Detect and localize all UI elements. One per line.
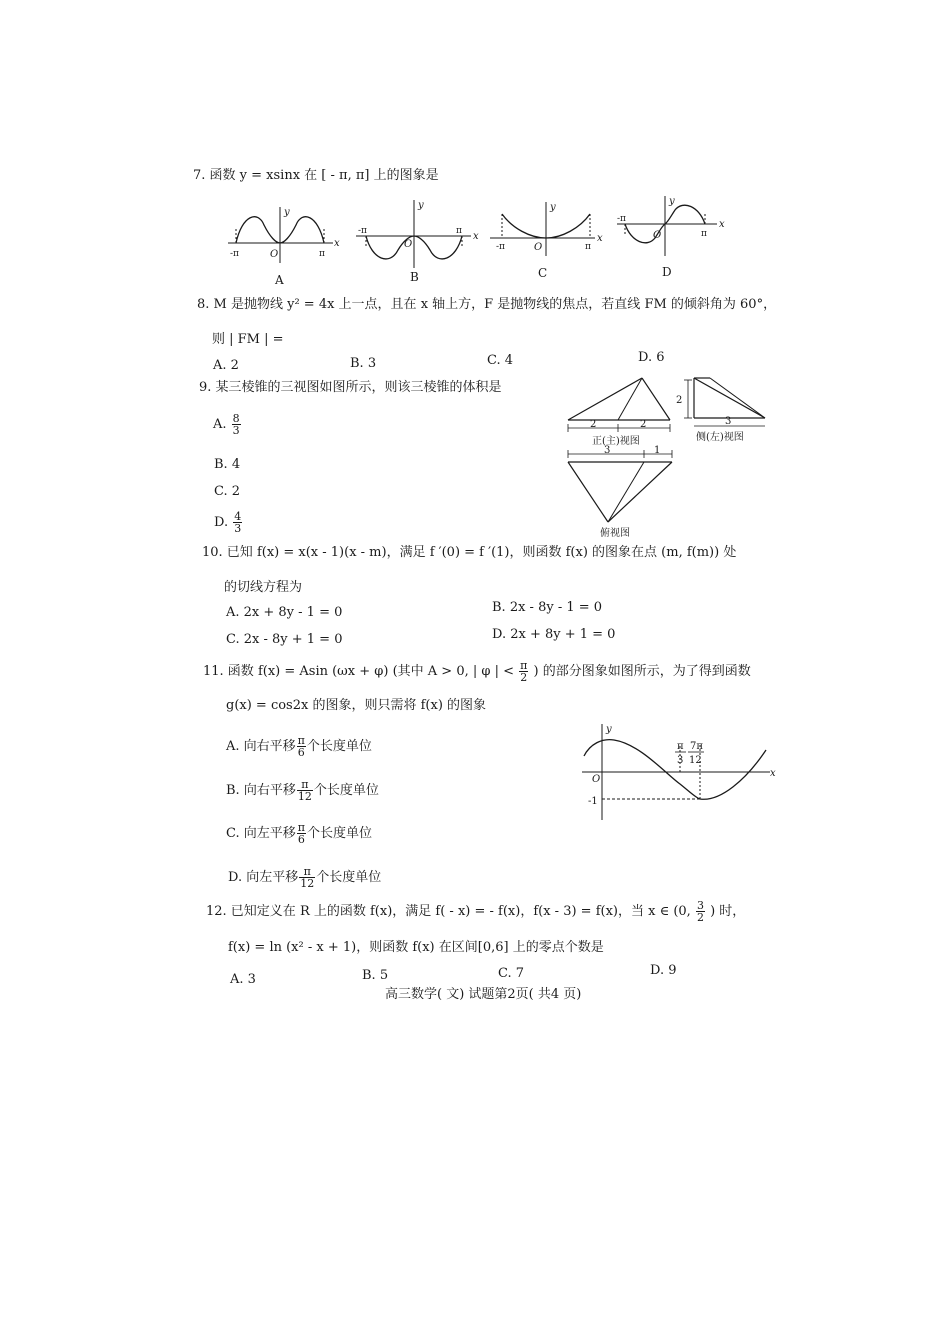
q12-option-a: A. 3 (230, 972, 256, 987)
q7-option-c: C (538, 266, 548, 280)
q11-stem (203, 660, 751, 683)
q11-option-b-post: 个长度单位 (313, 783, 379, 798)
q9-option-d-den: 3 (234, 522, 242, 535)
q12-stem-a: 12. 已知定义在 R 上的函数 f(x)，满足 f( - x) = - f(x)，f(x - 3) = f(x)，当 x ∈ (0, (206, 904, 691, 919)
q9-option-d-label: D. (214, 515, 229, 530)
q9-option-d (214, 511, 243, 534)
q7-graph-b (356, 200, 481, 270)
q11-graph-x: x (770, 768, 776, 779)
q12-stem-b: ) 时， (710, 904, 746, 919)
q8-option-a: A. 2 (213, 358, 239, 373)
q9-front-label: 正(主)视图 (592, 436, 640, 447)
q9-option-a-den: 3 (232, 424, 240, 437)
q12-stem-den: 2 (696, 911, 704, 924)
q9-side-view (676, 378, 765, 443)
q11-option-a-post: 个长度单位 (306, 739, 372, 754)
q11-option-b-den: 12 (297, 790, 312, 803)
q11-option-d-post: 个长度单位 (316, 870, 382, 885)
q11-option-c-post: 个长度单位 (306, 826, 372, 841)
q7b-y: y (418, 200, 424, 211)
q10-option-b: B. 2x - 8y - 1 = 0 (492, 600, 603, 615)
q11-stem-fraction (519, 660, 528, 683)
q12-option-d: D. 9 (650, 963, 677, 978)
q12-option-c: C. 7 (498, 966, 525, 981)
q10-stem: 10. 已知 f(x) = x(x - 1)(x - m)，满足 f ′(0) = f ′(1)，则函数 f(x) 的图象在点 (m, f(m)) 处 (202, 545, 737, 560)
q11-option-c-fraction (297, 822, 306, 845)
q7-graph-a (228, 205, 343, 265)
q7d-x: x (719, 219, 725, 230)
q9-three-views-figure (560, 372, 775, 542)
q8-option-b: B. 3 (350, 356, 377, 371)
q7-stem: 7. 函数 y = xsinx 在 [ - π, π] 上的图象是 (193, 168, 439, 183)
q9-option-c: C. 2 (214, 484, 241, 499)
q8-option-d: D. 6 (638, 350, 665, 365)
q11-option-d (228, 866, 381, 889)
q11-option-b-pre: B. 向右平移 (226, 783, 296, 798)
q11-option-d-den: 12 (300, 877, 315, 890)
q11-stem-num: π (520, 659, 528, 672)
q11-option-c-den: 6 (297, 833, 305, 846)
q9-front-dim-left: 2 (590, 419, 597, 430)
q12-option-b: B. 5 (362, 968, 389, 983)
q11-option-a-fraction (297, 735, 306, 758)
q7-graph-c (490, 202, 608, 257)
q11-option-d-num: π (299, 866, 315, 878)
q11-graph-t2-num: 7π (690, 741, 703, 752)
q11-graph-t1-den: 3 (677, 755, 684, 766)
q7a-pi: π (319, 249, 325, 259)
q7d-o: O (653, 230, 662, 241)
q7-option-d: D (662, 265, 672, 279)
q11-option-b-fraction (297, 779, 313, 802)
q8-option-c: C. 4 (487, 353, 514, 368)
q9-option-a-num: 8 (232, 412, 240, 425)
q9-option-a-label: A. (213, 417, 227, 432)
q7b-o: O (404, 239, 413, 250)
q9-top-view (568, 445, 672, 539)
page-footer: 高三数学( 文) 试题第2页( 共4 页) (385, 987, 582, 1002)
q11-option-c-pre: C. 向左平移 (226, 826, 296, 841)
q12-stem-fraction (696, 900, 705, 923)
q12-stem2: f(x) = ln (x² - x + 1)，则函数 f(x) 在区间[0,6] 上的零点个数是 (228, 940, 604, 955)
q9-top-label: 俯视图 (600, 528, 630, 539)
q10-option-d: D. 2x + 8y + 1 = 0 (492, 627, 616, 642)
q7-option-a: A (275, 273, 284, 287)
q8-stem2: 则 | FM | = (212, 332, 284, 347)
q11-option-b-num: π (297, 779, 313, 791)
q11-option-d-pre: D. 向左平移 (228, 870, 299, 885)
q11-stem2: g(x) = cos2x 的图象，则只需将 f(x) 的图象 (226, 698, 487, 713)
q7-option-b: B (410, 270, 419, 284)
q9-option-d-fraction (233, 511, 242, 534)
q7c-x: x (597, 233, 603, 244)
q7d-y: y (669, 196, 675, 207)
q7b-x: x (473, 231, 479, 242)
q9-front-view (568, 378, 670, 447)
q9-top-dim-left: 3 (604, 445, 611, 456)
q11-graph (580, 722, 780, 822)
q9-side-dim-height: 2 (676, 395, 683, 406)
q9-side-label: 侧(左)视图 (696, 432, 744, 443)
q11-option-c (226, 822, 372, 845)
q11-option-d-fraction (299, 866, 315, 889)
q9-option-a-fraction (232, 413, 241, 436)
q10-stem2: 的切线方程为 (224, 580, 303, 595)
q12-stem (206, 900, 745, 923)
q9-stem: 9. 某三棱锥的三视图如图所示，则该三棱锥的体积是 (199, 380, 502, 395)
q11-stem-a: 11. 函数 f(x) = Asin (ωx + φ) (其中 A > 0, | φ | < (203, 664, 515, 679)
q7c-y: y (550, 202, 556, 213)
q11-graph-y: y (606, 724, 612, 735)
q7a-y: y (284, 207, 290, 218)
q11-option-a-den: 6 (297, 746, 305, 759)
q11-option-b (226, 779, 379, 802)
q11-graph-minus-one: -1 (588, 796, 598, 807)
q11-graph-t1-num: π (677, 741, 684, 752)
q7c-negpi: -π (496, 242, 505, 252)
q7d-negpi: -π (617, 214, 626, 224)
q7-graph-d (617, 196, 732, 258)
q7a-negpi: -π (230, 249, 239, 259)
q9-option-a (213, 413, 242, 436)
q11-stem-den: 2 (520, 671, 528, 684)
q8-stem: 8. M 是抛物线 y² = 4x 上一点，且在 x 轴上方，F 是抛物线的焦点，若直线 FM 的倾斜角为 60°， (197, 297, 777, 312)
q7c-o: O (534, 242, 543, 253)
q11-graph-o: O (592, 774, 601, 785)
q9-top-dim-right: 1 (654, 445, 661, 456)
q7a-x: x (334, 238, 340, 249)
q7b-pi: π (456, 226, 462, 236)
q7d-pi: π (701, 229, 707, 239)
q7a-o: O (270, 249, 279, 260)
q12-stem-num: 3 (696, 899, 704, 912)
q11-stem-b: ) 的部分图象如图所示，为了得到函数 (533, 664, 751, 679)
q7c-pi: π (585, 242, 591, 252)
q9-front-dim-right: 2 (640, 419, 647, 430)
q10-option-a: A. 2x + 8y - 1 = 0 (226, 605, 343, 620)
q9-option-d-num: 4 (234, 510, 242, 523)
q11-option-a-num: π (297, 734, 305, 747)
q7b-negpi: -π (358, 226, 367, 236)
q10-option-c: C. 2x - 8y + 1 = 0 (226, 632, 343, 647)
q9-option-b: B. 4 (214, 457, 241, 472)
q11-option-c-num: π (297, 821, 305, 834)
q11-graph-t2-den: 12 (689, 755, 702, 766)
q9-side-dim-width: 3 (725, 416, 732, 427)
q11-option-a (226, 735, 372, 758)
q11-option-a-pre: A. 向右平移 (226, 739, 296, 754)
